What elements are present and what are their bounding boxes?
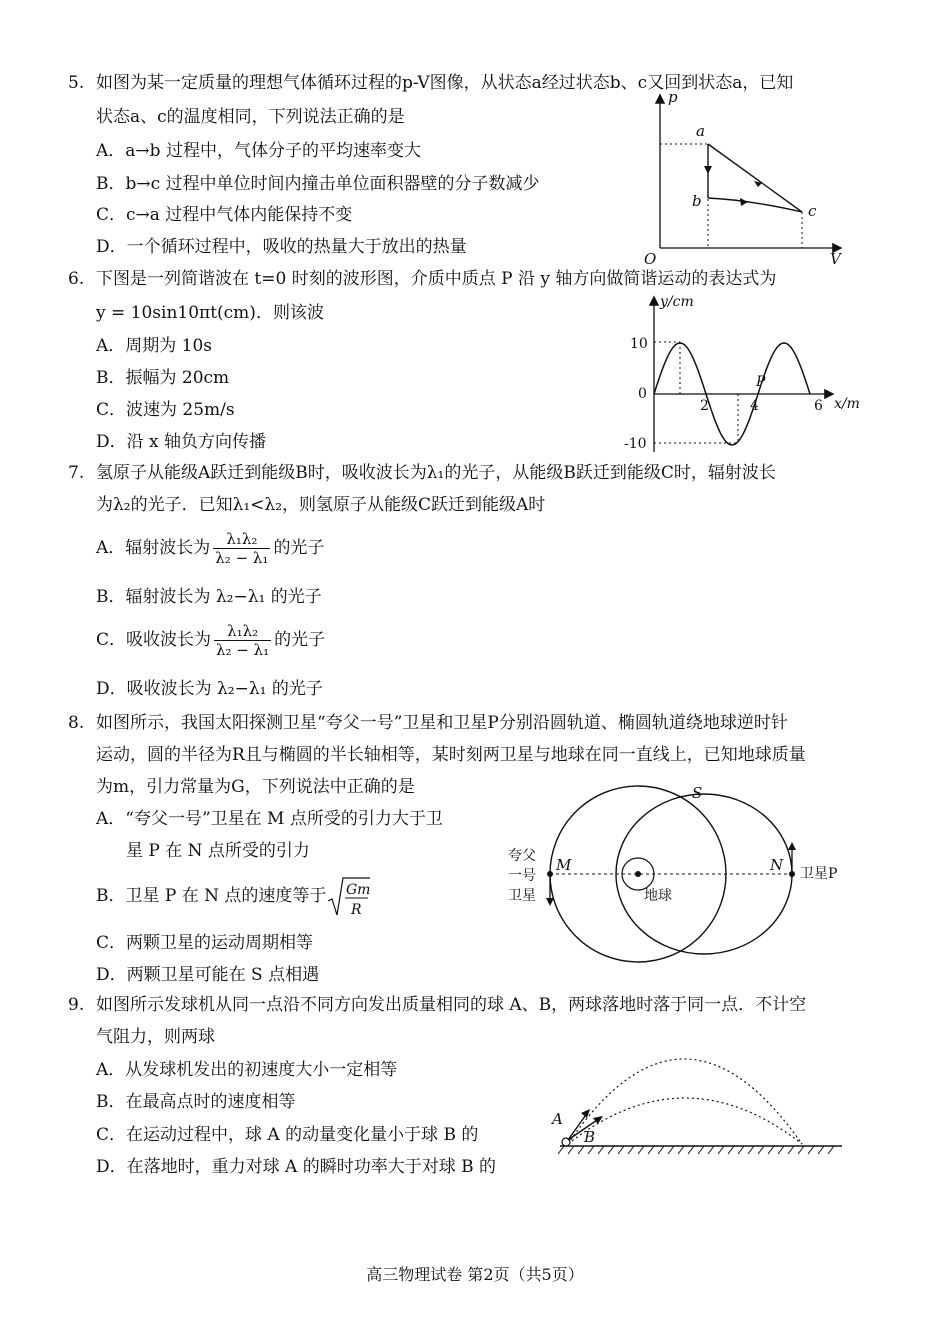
- q7-option-a-fraction: [213, 530, 270, 567]
- q8-kuafu-label-2: 一号: [508, 868, 536, 884]
- q6-y-tick-neg10: -10: [624, 436, 647, 452]
- q5-v-axis-label: V: [830, 250, 841, 268]
- q7-option-d: D．吸收波长为 λ₂−λ₁ 的光子: [96, 679, 323, 699]
- q5-option-a: A．a→b 过程中，气体分子的平均速率变大: [96, 141, 421, 161]
- q8-stem-line2: 运动，圆的半径为R且与椭圆的半长轴相等，某时刻两卫星与地球在同一直线上，已知地球质量: [96, 745, 806, 765]
- q6-option-b: B．振幅为 20cm: [96, 368, 230, 388]
- q7-c-numerator: λ₁λ₂: [214, 622, 271, 641]
- q9-trajectory-b: [568, 1098, 802, 1144]
- q8-b-numerator: Gm: [346, 881, 371, 898]
- q8-number: 8.: [68, 713, 85, 733]
- q5-p-axis-label: p: [668, 88, 678, 106]
- q8-kuafu-label-1: 夸父: [508, 848, 536, 864]
- q8-point-n: [789, 871, 795, 877]
- q8-sqrt-symbol: [326, 875, 370, 919]
- q6-x-tick-4: 4: [750, 398, 759, 414]
- q5-point-b: b: [692, 192, 702, 210]
- q8-b-denominator: R: [351, 901, 362, 918]
- q6-y-axis-label: y/cm: [660, 294, 694, 310]
- q6-point-p-label: P: [756, 374, 766, 390]
- q8-option-b: [96, 874, 370, 919]
- q7-stem-line1: [68, 462, 776, 484]
- q5-option-b: B．b→c 过程中单位时间内撞击单位面积器壁的分子数减少: [96, 174, 540, 194]
- q8-point-m-label: M: [556, 856, 572, 874]
- q8-kuafu-label-3: 卫星: [508, 888, 536, 904]
- q9-number: 9.: [68, 995, 85, 1015]
- q8-satellite-p-label: 卫星P: [800, 866, 838, 882]
- q6-y-tick-0: 0: [638, 386, 647, 402]
- q7-c-denominator: λ₂ − λ₁: [216, 641, 270, 659]
- q8-point-n-label: N: [770, 856, 784, 874]
- q6-option-d: D．沿 x 轴负方向传播: [96, 432, 267, 452]
- q6-x-axis-label: x/m: [834, 396, 860, 412]
- q6-option-a: A．周期为 10s: [96, 336, 213, 356]
- q9-stem-line2: 气阻力，则两球: [96, 1027, 215, 1047]
- q5-option-c: C．c→a 过程中气体内能保持不变: [96, 205, 353, 225]
- q9-stem-line1: [68, 994, 806, 1016]
- q8-stem-text1: 如图所示，我国太阳探测卫星“夸父一号”卫星和卫星P分别沿圆轨道、椭圆轨道绕地球逆时针: [96, 713, 788, 733]
- q9-option-c: C．在运动过程中，球 A 的动量变化量小于球 B 的: [96, 1125, 479, 1145]
- q8-option-a-line2: 星 P 在 N 点所受的引力: [126, 841, 310, 861]
- q7-stem-line2: 为λ₂的光子．已知λ₁<λ₂，则氢原子从能级C跃迁到能级A时: [96, 495, 546, 515]
- q7-option-a: [96, 528, 324, 568]
- q8-option-c: C．两颗卫星的运动周期相等: [96, 933, 314, 953]
- q6-option-c: C．波速为 25m/s: [96, 400, 235, 420]
- q6-x-tick-2: 2: [700, 398, 709, 414]
- q6-number: 6.: [68, 269, 85, 289]
- q5-point-a: a: [696, 122, 705, 140]
- q7-option-c-fraction: [214, 622, 271, 659]
- q9-ball-a-label: A: [552, 1110, 563, 1128]
- q7-option-a-suffix: 的光子: [273, 538, 325, 558]
- q5-pv-diagram: [630, 88, 850, 268]
- q9-option-d: D．在落地时，重力对球 A 的瞬时功率大于对球 B 的: [96, 1157, 497, 1177]
- q7-option-b: B．辐射波长为 λ₂−λ₁ 的光子: [96, 587, 322, 607]
- q8-option-d: D．两颗卫星可能在 S 点相遇: [96, 965, 320, 985]
- q5-stem-line2: 状态a、c的温度相同，下列说法正确的是: [96, 107, 405, 127]
- q5-stem-text1: 如图为某一定质量的理想气体循环过程的p-V图像，从状态a经过状态b、c又回到状态a，已知: [96, 73, 794, 93]
- q6-stem-line1: [68, 268, 776, 290]
- q8-stem-line3: 为m，引力常量为G，下列说法中正确的是: [96, 777, 415, 797]
- q7-option-c: [96, 620, 325, 660]
- q9-option-a: A．从发球机发出的初速度大小一定相等: [96, 1060, 398, 1080]
- q7-a-denominator: λ₂ − λ₁: [215, 549, 269, 567]
- q5-number: 5.: [68, 73, 85, 93]
- q6-y-tick-10: 10: [630, 336, 648, 352]
- q5-option-d: D．一个循环过程中，吸收的热量大于放出的热量: [96, 237, 467, 257]
- q7-number: 7.: [68, 463, 85, 483]
- q6-x-tick-6: 6: [814, 398, 823, 414]
- q7-a-numerator: λ₁λ₂: [213, 530, 270, 549]
- q9-stem-text1: 如图所示发球机从同一点沿不同方向发出质量相同的球 A、B，两球落地时落于同一点．不计空: [96, 995, 807, 1015]
- q6-stem-text1: 下图是一列简谐波在 t=0 时刻的波形图，介质中质点 P 沿 y 轴方向做简谐运动的表达式为: [96, 269, 777, 289]
- page-footer: 高三物理试卷 第2页（共5页）: [366, 1265, 584, 1284]
- q9-trajectory-a: [568, 1059, 802, 1144]
- q9-projectile-diagram: [540, 1032, 850, 1162]
- q8-point-s-label: S: [692, 784, 703, 802]
- q7-option-c-text: C．吸收波长为: [96, 630, 212, 650]
- q8-stem-line1: [68, 712, 788, 734]
- q8-option-a-line1: A．“夸父一号”卫星在 M 点所受的引力大于卫: [96, 809, 443, 829]
- q8-earth-label: 地球: [644, 888, 672, 904]
- q8-option-b-text: B．卫星 P 在 N 点的速度等于: [96, 886, 327, 906]
- q9-ball-b-label: B: [584, 1128, 596, 1146]
- q7-option-c-suffix: 的光子: [274, 630, 326, 650]
- q5-origin-label: O: [644, 250, 657, 268]
- q8-orbit-diagram: [498, 782, 868, 967]
- q8-point-m: [547, 871, 553, 877]
- q6-wave-graph: [620, 290, 870, 455]
- q7-stem-text1: 氢原子从能级A跃迁到能级B时，吸收波长为λ₁的光子，从能级B跃迁到能级C时，辐射波长: [96, 463, 776, 483]
- q6-stem-line2: y = 10sin10πt(cm)．则该波: [96, 303, 324, 323]
- q7-option-a-text: A．辐射波长为: [96, 538, 211, 558]
- q5-point-c: c: [808, 202, 817, 220]
- q9-option-b: B．在最高点时的速度相等: [96, 1092, 296, 1112]
